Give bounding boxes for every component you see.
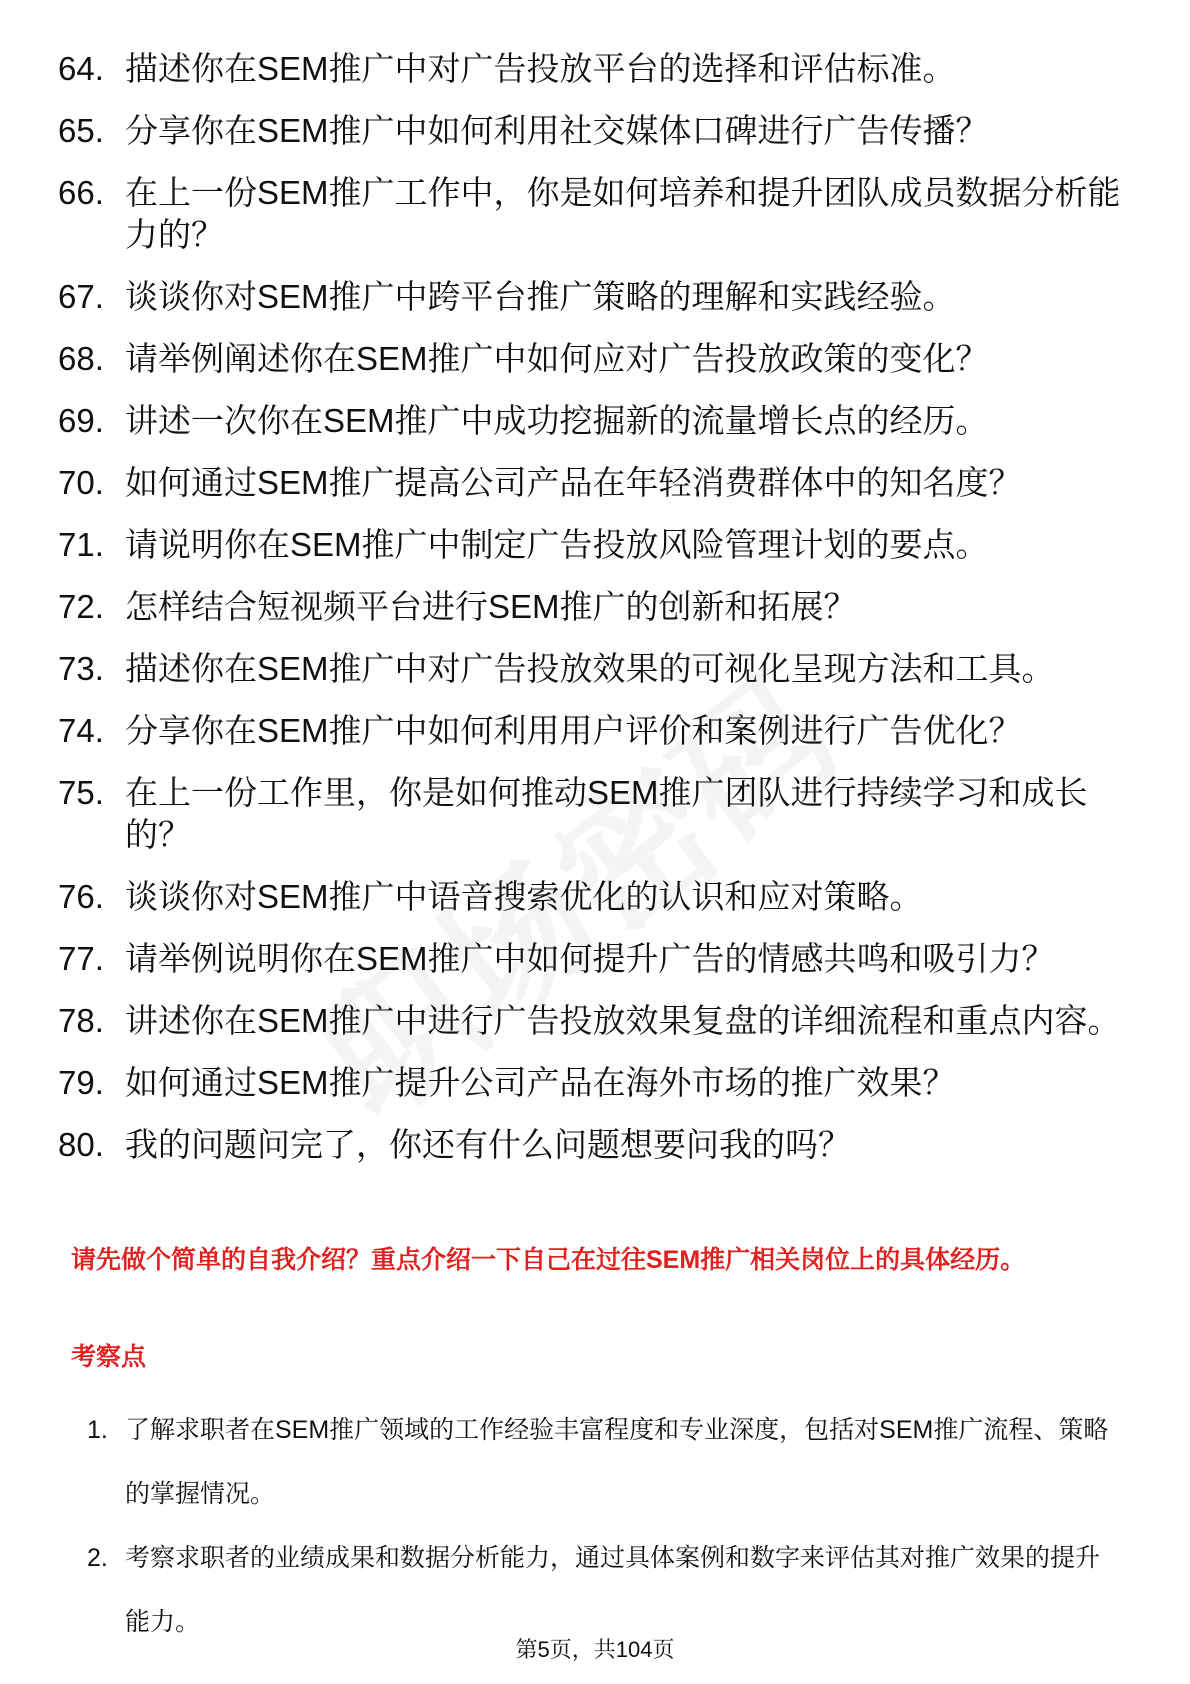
question-text: 如何通过SEM推广提升公司产品在海外市场的推广效果？ (125, 1064, 956, 1101)
question-text: 分享你在SEM推广中如何利用用户评价和案例进行广告优化？ (125, 712, 1022, 749)
question-text: 请举例阐述你在SEM推广中如何应对广告投放政策的变化？ (125, 340, 989, 377)
question-text: 描述你在SEM推广中对广告投放效果的可视化呈现方法和工具。 (125, 650, 1055, 687)
question-number: 71. (58, 526, 104, 563)
question-item (58, 524, 1133, 566)
question-number: 76. (58, 878, 104, 915)
question-item (58, 1062, 1133, 1104)
question-text: 请说明你在SEM推广中制定广告投放风险管理计划的要点。 (125, 526, 989, 563)
question-number: 73. (58, 650, 104, 687)
question-text: 分享你在SEM推广中如何利用社交媒体口碑进行广告传播？ (125, 112, 989, 149)
question-number: 70. (58, 464, 104, 501)
question-number: 66. (58, 174, 104, 211)
question-text: 谈谈你对SEM推广中跨平台推广策略的理解和实践经验。 (125, 278, 956, 315)
point-number: 1. (87, 1416, 108, 1444)
question-number: 77. (58, 940, 104, 977)
question-text: 怎样结合短视频平台进行SEM推广的创新和拓展？ (125, 588, 857, 625)
point-text: 了解求职者在SEM推广领域的工作经验丰富程度和专业深度，包括对SEM推广流程、策略的掌握情况。 (125, 1416, 1109, 1508)
page-footer: 第5页，共104页 (515, 1637, 675, 1662)
question-item (58, 48, 1133, 90)
question-item (58, 586, 1133, 628)
question-item (58, 462, 1133, 504)
question-number: 67. (58, 278, 104, 315)
question-number: 72. (58, 588, 104, 625)
question-item (58, 172, 1133, 256)
question-number: 78. (58, 1002, 104, 1039)
question-item (58, 710, 1133, 752)
section-title: 考察点 (71, 1343, 147, 1371)
question-item (58, 276, 1133, 318)
question-text: 讲述一次你在SEM推广中成功挖掘新的流量增长点的经历。 (125, 402, 989, 439)
question-number: 80. (58, 1126, 104, 1163)
assessment-point (87, 1398, 1122, 1526)
question-number: 64. (58, 50, 104, 87)
question-item (58, 110, 1133, 152)
question-text: 在上一份工作里，你是如何推动SEM推广团队进行持续学习和成长的？ (125, 774, 1088, 853)
question-item (58, 338, 1133, 380)
point-text: 考察求职者的业绩成果和数据分析能力，通过具体案例和数字来评估其对推广效果的提升能力。 (125, 1544, 1101, 1636)
question-item (58, 648, 1133, 690)
question-text: 描述你在SEM推广中对广告投放平台的选择和评估标准。 (125, 50, 956, 87)
question-item (58, 1000, 1133, 1042)
question-item (58, 772, 1133, 856)
question-text: 讲述你在SEM推广中进行广告投放效果复盘的详细流程和重点内容。 (125, 1002, 1121, 1039)
question-text: 请举例说明你在SEM推广中如何提升广告的情感共鸣和吸引力？ (125, 940, 1055, 977)
question-number: 75. (58, 774, 104, 811)
point-number: 2. (87, 1544, 108, 1572)
question-item (58, 1124, 1133, 1166)
question-number: 74. (58, 712, 104, 749)
highlight-question: 请先做个简单的自我介绍？重点介绍一下自己在过往SEM推广相关岗位上的具体经历。 (71, 1246, 1026, 1274)
assessment-points (87, 1398, 1122, 1654)
question-text: 谈谈你对SEM推广中语音搜索优化的认识和应对策略。 (125, 878, 923, 915)
question-number: 65. (58, 112, 104, 149)
question-item (58, 938, 1133, 980)
question-item (58, 876, 1133, 918)
question-text: 我的问题问完了，你还有什么问题想要问我的吗？ (125, 1126, 851, 1163)
question-number: 69. (58, 402, 104, 439)
question-text: 在上一份SEM推广工作中，你是如何培养和提升团队成员数据分析能力的？ (125, 174, 1121, 253)
question-item (58, 400, 1133, 442)
question-number: 68. (58, 340, 104, 377)
question-number: 79. (58, 1064, 104, 1101)
question-list (58, 48, 1133, 1186)
question-text: 如何通过SEM推广提高公司产品在年轻消费群体中的知名度？ (125, 464, 1022, 501)
